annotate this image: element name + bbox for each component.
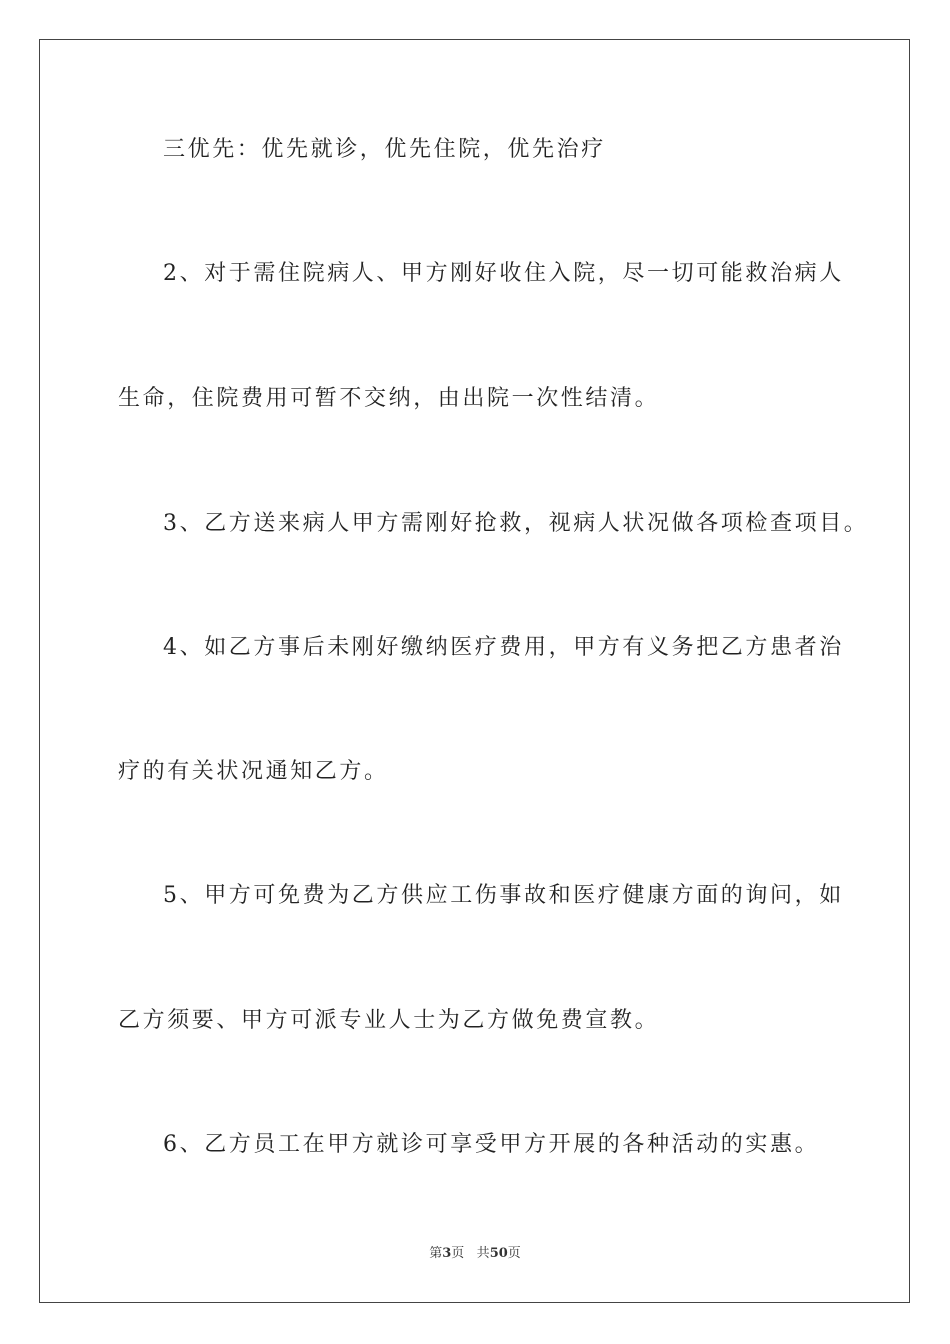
- footer-total-suffix: 页: [507, 1246, 521, 1261]
- footer-page-prefix: 第: [429, 1246, 443, 1261]
- page-footer: [0, 1245, 950, 1263]
- paragraph-line-9: 6、乙方员工在甲方就诊可享受甲方开展的各种活动的实惠。: [163, 1132, 820, 1157]
- paragraph-line-5: 4、如乙方事后未刚好缴纳医疗费用，甲方有义务把乙方患者治: [163, 635, 844, 660]
- paragraph-line-2: 2、对于需住院病人、甲方刚好收住入院，尽一切可能救治病人: [163, 261, 844, 286]
- footer-page-suffix: 页: [451, 1246, 465, 1261]
- paragraph-line-4: 3、乙方送来病人甲方需刚好抢救，视病人状况做各项检查项目。: [163, 511, 869, 536]
- paragraph-line-6: 疗的有关状况通知乙方。: [118, 759, 389, 784]
- paragraph-line-7: 5、甲方可免费为乙方供应工伤事故和医疗健康方面的询问，如: [163, 883, 844, 908]
- paragraph-line-3: 生命，住院费用可暂不交纳，由出院一次性结清。: [118, 386, 660, 411]
- paragraph-line-1: 三优先：优先就诊，优先住院，优先治疗: [163, 137, 606, 162]
- footer-page-number: 3: [442, 1246, 452, 1261]
- footer-total-prefix: 共: [476, 1246, 490, 1261]
- page-border: [39, 39, 910, 1303]
- footer-total-pages: 50: [489, 1246, 508, 1261]
- paragraph-line-8: 乙方须要、甲方可派专业人士为乙方做免费宣教。: [118, 1008, 660, 1033]
